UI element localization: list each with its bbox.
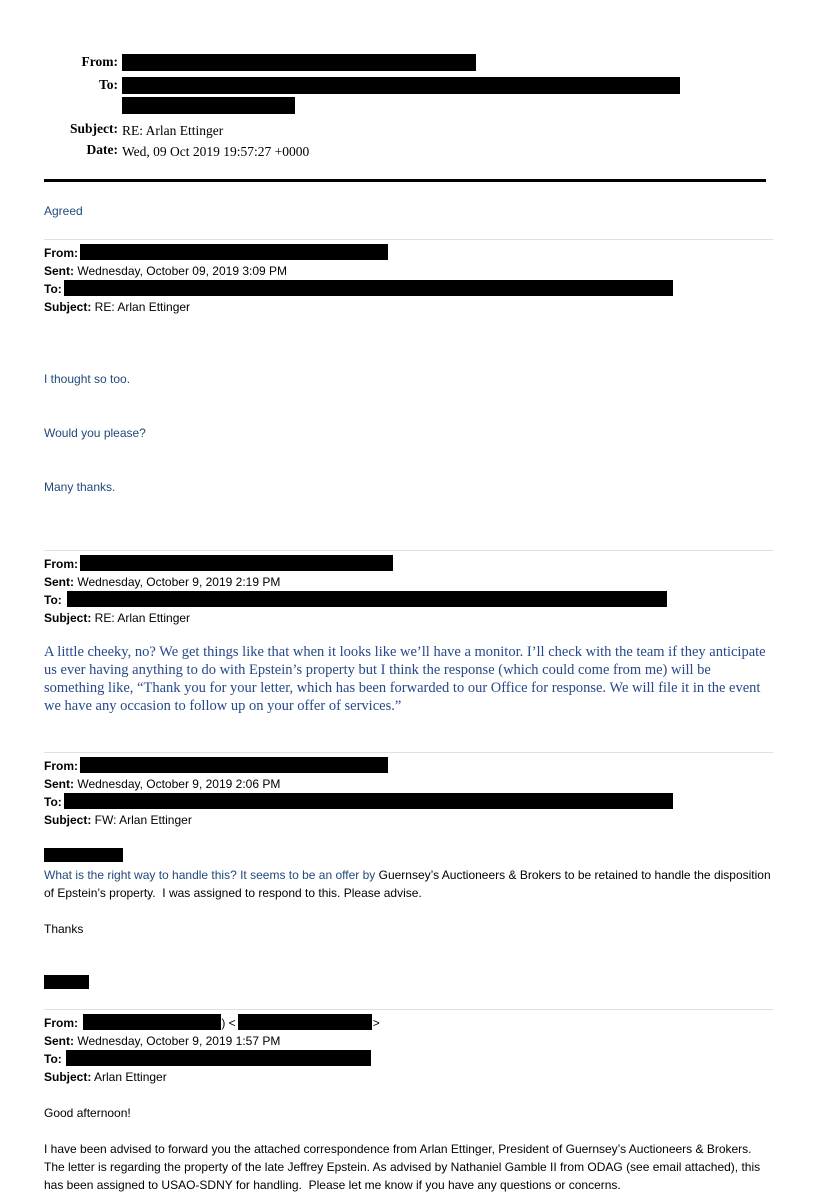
subject-line	[44, 609, 773, 627]
email-2-headers	[44, 555, 773, 627]
email-3-headers	[44, 757, 773, 829]
to-line	[44, 793, 773, 811]
subject-line	[44, 811, 773, 829]
to-line	[44, 1050, 773, 1068]
email-3-body	[44, 866, 773, 974]
redaction-bar-signature	[44, 975, 89, 989]
from-label: From:	[81, 54, 118, 69]
sent-value: Wednesday, October 09, 2019 3:09 PM	[74, 264, 288, 278]
sent-label: Sent:	[44, 264, 74, 278]
subject-label: Subject:	[44, 1070, 92, 1084]
subject-label: Subject:	[70, 121, 118, 136]
subject-label: Subject:	[44, 611, 92, 625]
redaction-bar	[80, 244, 388, 260]
thanks-line: Thanks	[44, 922, 84, 936]
subject-value: Arlan Ettinger	[91, 1070, 167, 1084]
redaction-bar	[64, 280, 673, 296]
body-line: Would you please?	[44, 426, 146, 440]
message-divider	[44, 1009, 773, 1010]
from-label: From:	[44, 246, 78, 260]
header-row-date	[44, 141, 770, 162]
to-line	[44, 280, 773, 298]
sent-line	[44, 573, 773, 591]
from-label: From:	[44, 1016, 78, 1030]
redaction-bar	[122, 97, 295, 114]
redaction-bar-greeting	[44, 848, 123, 862]
date-label: Date:	[86, 142, 118, 157]
from-line	[44, 555, 773, 573]
body-black-text: Guernsey’s Auctioneers & Brokers to be retained to handle the disposition of Epstein’s property. I was assigned to respond to this. Please advise.	[44, 868, 774, 900]
sent-line	[44, 1032, 773, 1050]
header-row-to	[44, 76, 770, 94]
to-label: To:	[44, 282, 62, 296]
body-line: Many thanks.	[44, 480, 116, 494]
email-thread-content	[0, 203, 816, 1194]
redaction-bar	[66, 1050, 371, 1066]
redaction-bar	[122, 54, 476, 71]
header-row-subject	[44, 120, 770, 141]
message-divider	[44, 239, 773, 240]
subject-line	[44, 1068, 773, 1086]
header-separator-rule	[44, 179, 766, 182]
body-blue-text: What is the right way to handle this? It seems to be an offer by	[44, 868, 379, 882]
sent-value: Wednesday, October 9, 2019 1:57 PM	[74, 1034, 281, 1048]
sent-value: Wednesday, October 9, 2019 2:19 PM	[74, 575, 281, 589]
top-email-header	[0, 0, 816, 162]
reply-body: Agreed	[44, 204, 83, 218]
from-line	[44, 1014, 773, 1032]
to-label: To:	[44, 1052, 62, 1066]
subject-value: FW: Arlan Ettinger	[91, 813, 192, 827]
from-line	[44, 244, 773, 262]
body-line: I thought so too.	[44, 372, 131, 386]
date-value: Wed, 09 Oct 2019 19:57:27 +0000	[122, 144, 310, 159]
message-divider	[44, 752, 773, 753]
from-label: From:	[44, 759, 78, 773]
subject-value: RE: Arlan Ettinger	[91, 300, 191, 314]
redaction-bar	[67, 591, 667, 607]
subject-value: RE: Arlan Ettinger	[91, 611, 191, 625]
sent-line	[44, 262, 773, 280]
subject-label: Subject:	[44, 300, 92, 314]
sent-label: Sent:	[44, 575, 74, 589]
redaction-bar	[80, 555, 393, 571]
email-1-body	[44, 334, 773, 532]
sent-value: Wednesday, October 9, 2019 2:06 PM	[74, 777, 281, 791]
email-1-headers	[44, 244, 773, 316]
header-row-from	[44, 53, 770, 71]
header-row-to-cont	[44, 96, 770, 114]
email-4-headers	[44, 1014, 773, 1086]
from-separator: ) <	[221, 1016, 236, 1030]
sent-label: Sent:	[44, 777, 74, 791]
to-label: To:	[98, 77, 118, 92]
from-line	[44, 757, 773, 775]
sent-label: Sent:	[44, 1034, 74, 1048]
email-4-body: I have been advised to forward you the attached correspondence from Arlan Ettinger, President of Guernsey’s Auctioneers & Brokers. The letter is regarding the property of the late Jeffrey Epstein. As advised by Nathaniel Gamble II from ODAG (see email attached), this has been assigned to USAO-SDNY for handling. Please let me know if you have any questions or concerns.	[44, 1142, 764, 1192]
to-line	[44, 591, 773, 609]
from-label: From:	[44, 557, 78, 571]
redaction-bar	[83, 1014, 221, 1030]
redaction-bar	[80, 757, 388, 773]
redaction-bar	[238, 1014, 372, 1030]
to-label: To:	[44, 593, 62, 607]
subject-line	[44, 298, 773, 316]
redaction-bar	[64, 793, 673, 809]
sent-line	[44, 775, 773, 793]
email-2-body: A little cheeky, no? We get things like that when it looks like we’ll have a monitor. I’ll check with the team if they anticipate us ever having anything to do with Epstein’s property but I think the response (which could come from me) will be something like, “Thank you for your letter, which has been forwarded to our Office for response. We will file it in the event we have any occasion to follow up on your offer of services.”	[44, 644, 770, 714]
redaction-bar	[122, 77, 680, 94]
from-close: >	[372, 1016, 380, 1030]
message-divider	[44, 550, 773, 551]
to-label: To:	[44, 795, 62, 809]
email-4-greeting: Good afternoon!	[44, 1106, 131, 1120]
subject-value: RE: Arlan Ettinger	[122, 123, 224, 138]
subject-label: Subject:	[44, 813, 92, 827]
